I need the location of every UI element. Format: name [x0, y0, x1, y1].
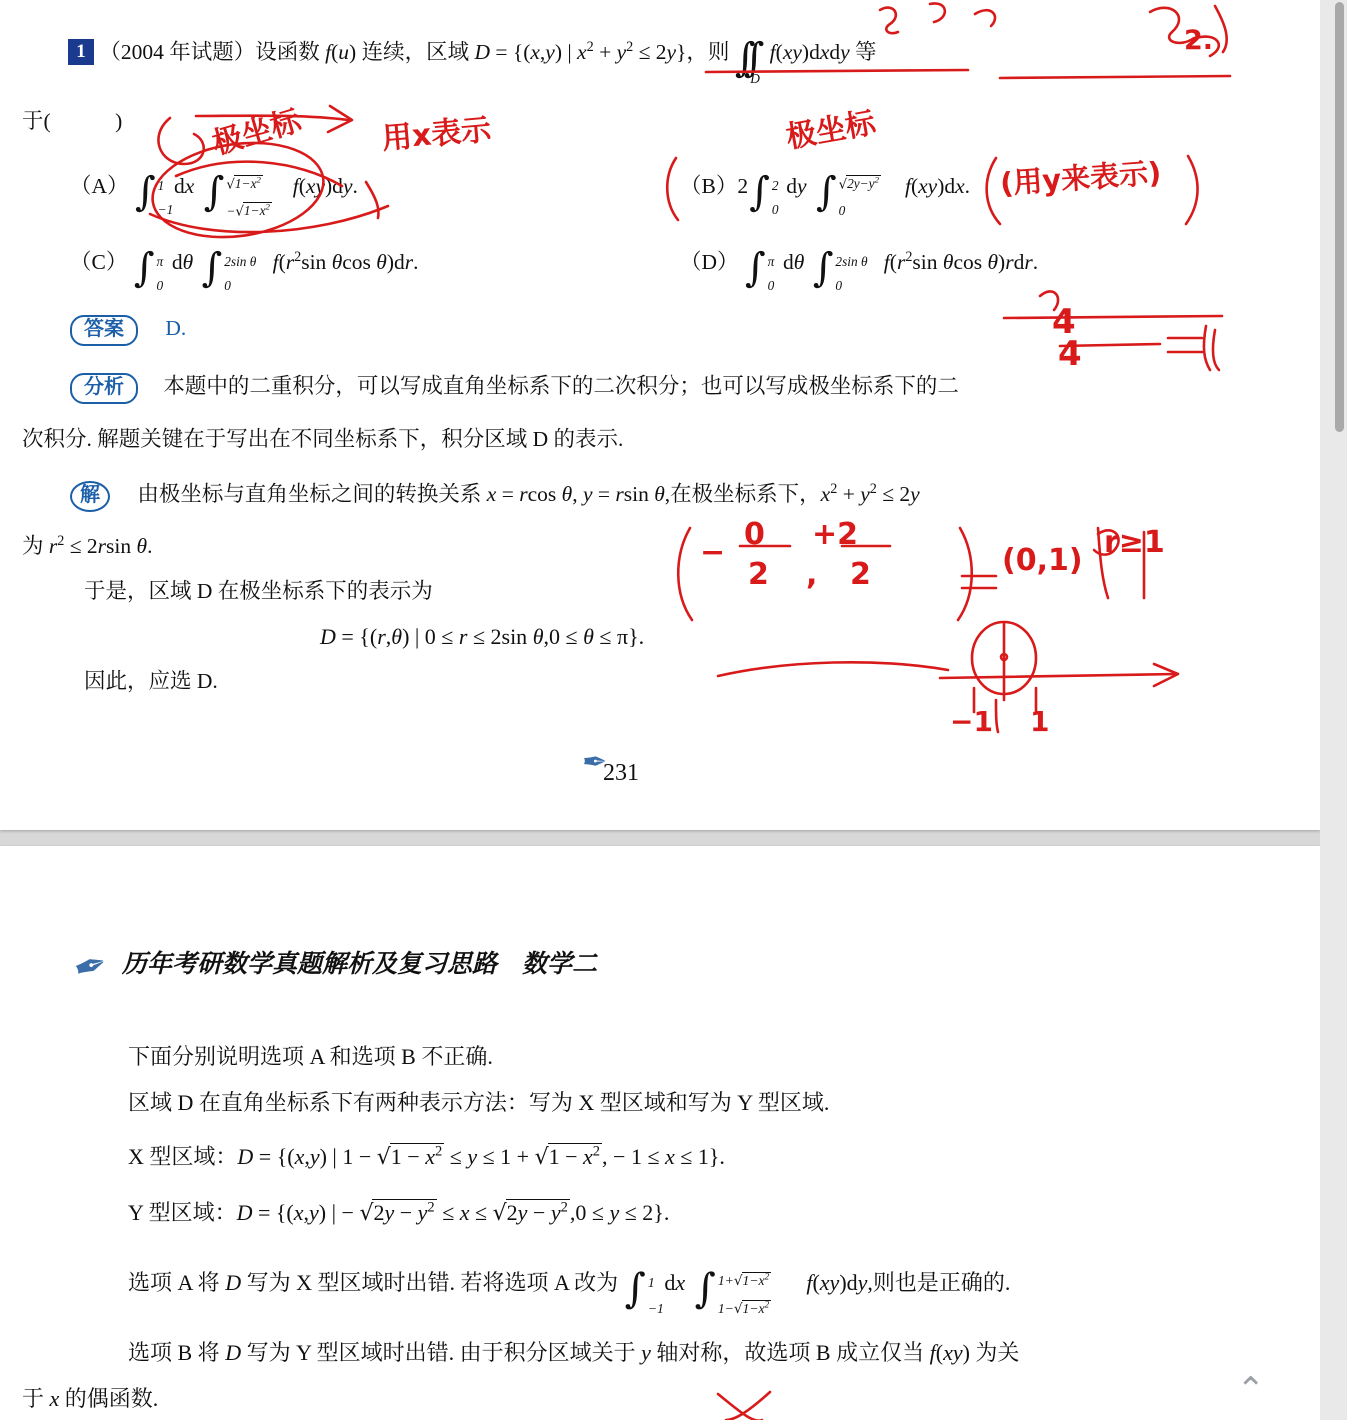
- note-use-y: (用y来表示): [998, 155, 1163, 201]
- analysis-row: [70, 370, 959, 404]
- option-b-label: （B）: [680, 174, 738, 198]
- solution-row: [70, 478, 920, 512]
- question-line-2: 于( ): [22, 109, 123, 133]
- document-page-2: [0, 846, 1320, 1420]
- solution-text-3: 于是，区域 D 在极坐标系下的表示为: [84, 579, 433, 603]
- scroll-to-top-button[interactable]: ⌃: [1236, 1370, 1265, 1410]
- page-number: 231: [603, 760, 639, 786]
- p2-line-2: 区域 D 在直角坐标系下有两种表示方法：写为 X 型区域和写为 Y 型区域.: [128, 1090, 830, 1115]
- note-two-b: 2: [850, 557, 871, 592]
- p2-line-3: X 型区域：D = {(x,y) | $1 - √1 - x^2 \le y \le 1 + √1 - x^2$, − 1 ≤ x ≤ 1}.: [128, 1143, 725, 1170]
- analysis-text-1: 本题中的二重积分，可以写成直角坐标系下的二次积分；也可以写成极坐标系下的二: [163, 374, 959, 398]
- p2-line-4: Y 型区域：D = {(x,y) | − $√2y - y^2 \le x \le √2y - y^2,0 \le y \le 2$}.: [128, 1199, 670, 1226]
- solution-formula: D = {(r,θ) | 0 ≤ r ≤ 2sin θ,0 ≤ θ ≤ π}.: [320, 624, 645, 649]
- note-four-top: 4: [1052, 302, 1076, 342]
- note-point: (0,1): [1002, 543, 1083, 578]
- option-a: （A） ∫ 1 −1 dx ∫ $√1-x^2$ $-√1-x^2$ f(xy)dy.: [70, 168, 358, 220]
- note-plus-two: +2: [812, 517, 859, 552]
- solution-tag: 解: [70, 481, 110, 512]
- header-feather-icon: ✒: [67, 939, 114, 995]
- question-number: 1: [68, 39, 94, 65]
- solution-text-1: 由极坐标与直角坐标之间的转换关系 x = rcos θ, y = rsin θ,在极坐标系下，$x^2 + y^2 \le 2y$: [137, 480, 920, 506]
- note-use-x: 用x表示: [380, 112, 493, 157]
- note-point-x: −: [700, 535, 726, 570]
- p2-line-7: 于 x 的偶函数.: [22, 1386, 159, 1411]
- p2-line-6: 选项 B 将 D 写为 Y 型区域时出错. 由于积分区域关于 y 轴对称，故选项 B 成立仅当 f(xy) 为关: [128, 1340, 1020, 1365]
- running-header: 历年考研数学真题解析及复习思路 数学二: [122, 951, 598, 978]
- vertical-scrollbar[interactable]: [1320, 0, 1347, 1420]
- note-top-number: 2.: [1184, 25, 1214, 56]
- analysis-tag: 分析: [70, 373, 138, 404]
- scrollbar-thumb[interactable]: [1335, 2, 1344, 432]
- handwriting-ink-page-2: [0, 846, 1320, 1420]
- note-one: 1: [1030, 705, 1050, 738]
- note-r-ge-1: r≥1: [1104, 525, 1165, 560]
- note-two-a: 2: [748, 557, 769, 592]
- option-d: （D） ∫ π 0 dθ ∫ 2sin θ 0 $f(r^2\sin$ θcos θ)rdr.: [680, 244, 1039, 294]
- note-four-bottom: 4: [1058, 334, 1082, 374]
- solution-text-4: 因此，应选 D.: [84, 669, 218, 693]
- p2-line-5: 选项 A 将 D 写为 X 型区域时出错. 若将选项 A 改为 ∫ 1 −1 dx ∫ $1+√1-x^2$ $1-√1-x^2$ f(xy)dy,则也是正确的.: [128, 1264, 1011, 1318]
- answer-tag: 答案: [70, 315, 138, 346]
- note-minus-one: −1: [950, 705, 993, 738]
- note-comma: ,: [806, 557, 818, 592]
- option-d-label: （D）: [680, 250, 739, 274]
- solution-text-2: 为 $r^2 \le 2rsin$ θ.: [22, 532, 153, 558]
- feather-icon: ✒: [582, 745, 608, 780]
- option-c: （C） ∫ π 0 dθ ∫ 2sin θ 0 $f(r^2\sin$ θcos θ)dr.: [70, 244, 419, 294]
- option-b: （B）2∫ 2 0 dy ∫ $√2y-y^2$ 0 f(xy)dx.: [680, 168, 971, 218]
- note-polar-left: 极坐标: [208, 103, 305, 162]
- option-a-label: （A）: [70, 174, 129, 198]
- note-zero: 0: [744, 517, 765, 552]
- question-line-1: [68, 34, 877, 86]
- option-c-label: （C）: [70, 250, 128, 274]
- note-polar-right: 极坐标: [783, 105, 879, 156]
- answer-value: D.: [165, 316, 187, 340]
- p2-line-1: 下面分别说明选项 A 和选项 B 不正确.: [128, 1044, 493, 1069]
- analysis-text-2: 次积分. 解题关键在于写出在不同坐标系下，积分区域 D 的表示.: [22, 427, 624, 451]
- question-stem: （2004 年试题）设函数 f(u) 连续，区域 D = {(x,y) | $x^2 + y^2 \le 2y$}，则 ∫∫ D f(xy)dxdy 等: [99, 34, 877, 86]
- answer-row: [70, 312, 186, 346]
